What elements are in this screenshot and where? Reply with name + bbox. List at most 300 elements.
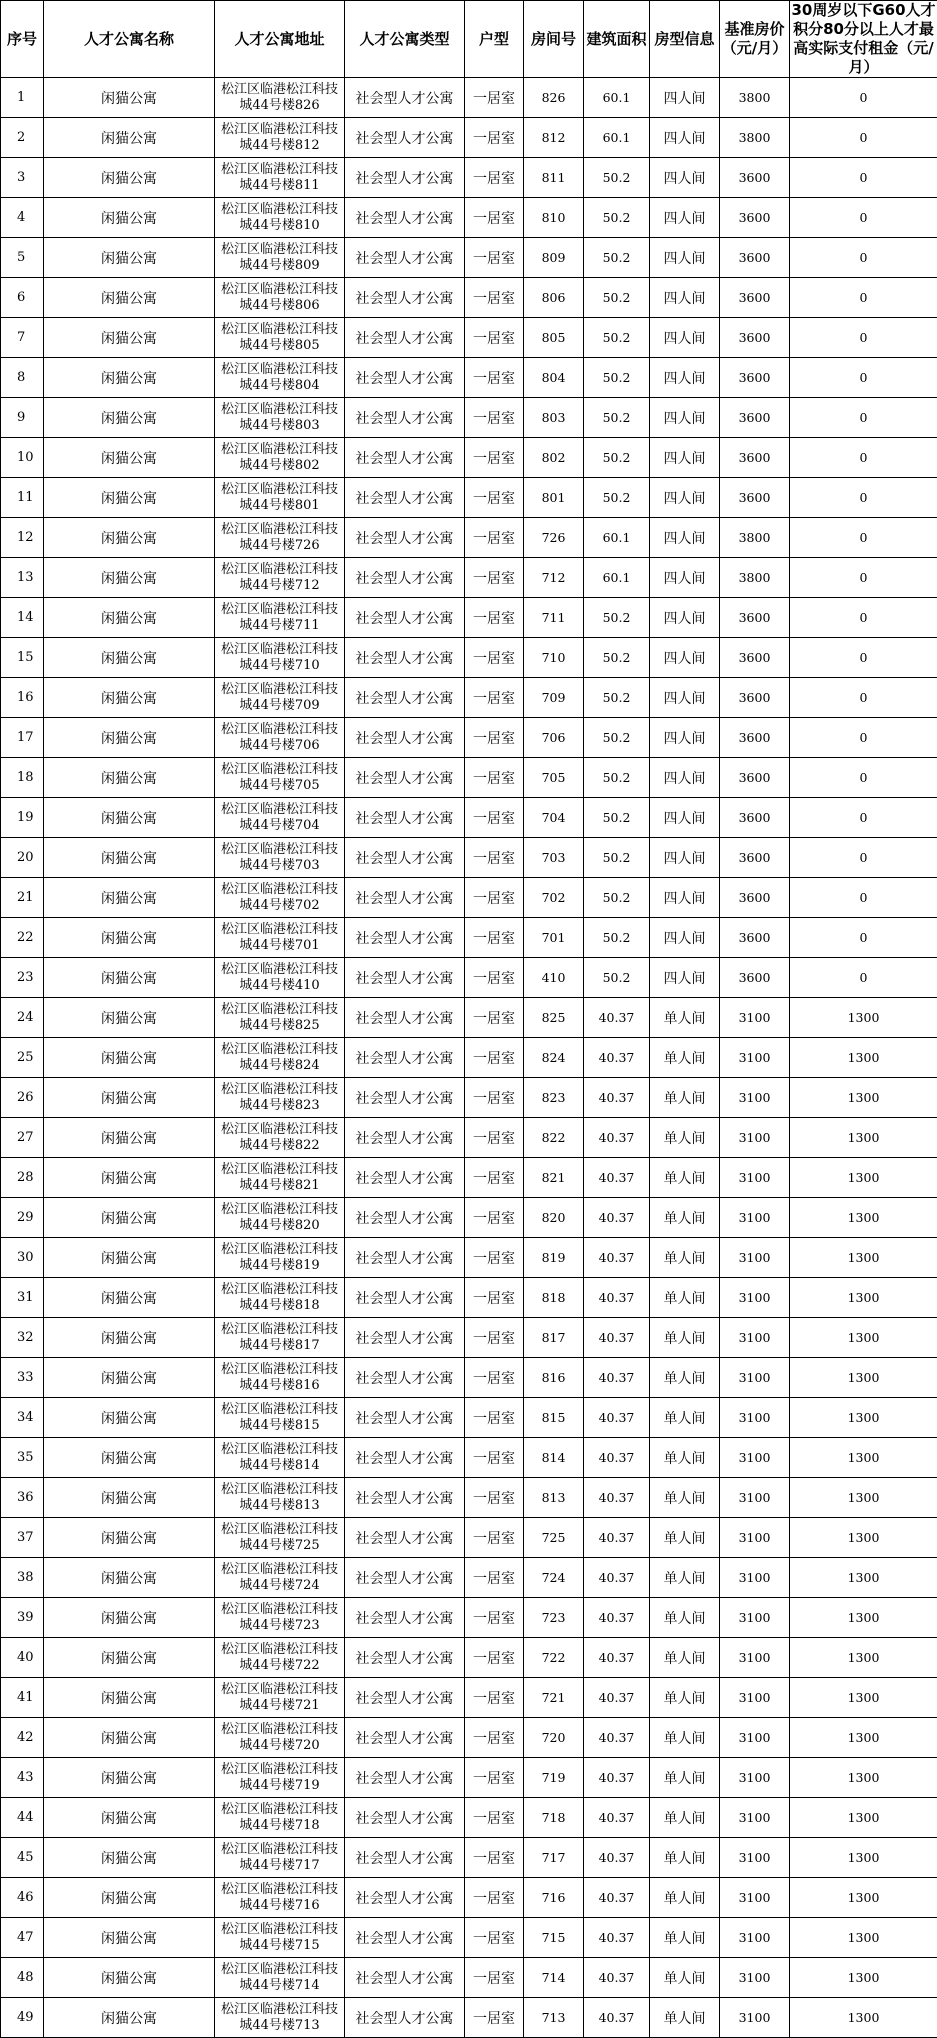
cell-max-actual-rent: 0	[790, 838, 937, 878]
cell-apartment-address: 松江区临港松江科技城44号楼410	[215, 958, 345, 998]
cell-index: 49	[1, 1998, 44, 2038]
cell-apartment-address: 松江区临港松江科技城44号楼823	[215, 1078, 345, 1118]
cell-floor-area: 40.37	[584, 1598, 650, 1638]
cell-unit-layout: 一居室	[465, 78, 524, 118]
cell-room-number: 815	[524, 1398, 584, 1438]
cell-base-rent: 3100	[720, 1878, 790, 1918]
cell-unit-layout: 一居室	[465, 1438, 524, 1478]
cell-max-actual-rent: 0	[790, 718, 937, 758]
cell-max-actual-rent: 1300	[790, 1958, 937, 1998]
cell-index: 14	[1, 598, 44, 638]
table-row	[1, 118, 937, 158]
cell-room-number: 715	[524, 1918, 584, 1958]
cell-apartment-type: 社会型人才公寓	[345, 278, 465, 318]
cell-apartment-name: 闲猫公寓	[44, 1598, 215, 1638]
cell-apartment-address: 松江区临港松江科技城44号楼812	[215, 118, 345, 158]
cell-room-info: 单人间	[650, 1758, 720, 1798]
table-row	[1, 1678, 937, 1718]
cell-index: 28	[1, 1158, 44, 1198]
cell-room-number: 720	[524, 1718, 584, 1758]
table-row	[1, 1318, 937, 1358]
cell-apartment-address: 松江区临港松江科技城44号楼724	[215, 1558, 345, 1598]
cell-apartment-name: 闲猫公寓	[44, 798, 215, 838]
cell-room-info: 四人间	[650, 318, 720, 358]
cell-base-rent: 3800	[720, 518, 790, 558]
cell-max-actual-rent: 1300	[790, 1598, 937, 1638]
cell-base-rent: 3100	[720, 1118, 790, 1158]
cell-unit-layout: 一居室	[465, 1478, 524, 1518]
cell-floor-area: 40.37	[584, 1718, 650, 1758]
cell-room-number: 823	[524, 1078, 584, 1118]
table-row	[1, 1158, 937, 1198]
cell-apartment-address: 松江区临港松江科技城44号楼723	[215, 1598, 345, 1638]
cell-max-actual-rent: 1300	[790, 1118, 937, 1158]
cell-unit-layout: 一居室	[465, 1718, 524, 1758]
cell-apartment-name: 闲猫公寓	[44, 1878, 215, 1918]
cell-floor-area: 60.1	[584, 558, 650, 598]
cell-apartment-name: 闲猫公寓	[44, 1958, 215, 1998]
table-row	[1, 478, 937, 518]
table-row	[1, 1238, 937, 1278]
cell-apartment-type: 社会型人才公寓	[345, 518, 465, 558]
cell-max-actual-rent: 0	[790, 558, 937, 598]
cell-index: 15	[1, 638, 44, 678]
cell-index: 23	[1, 958, 44, 998]
cell-max-actual-rent: 1300	[790, 1678, 937, 1718]
cell-apartment-type: 社会型人才公寓	[345, 678, 465, 718]
cell-apartment-name: 闲猫公寓	[44, 1278, 215, 1318]
cell-apartment-type: 社会型人才公寓	[345, 1238, 465, 1278]
table-row	[1, 318, 937, 358]
cell-base-rent: 3600	[720, 638, 790, 678]
cell-floor-area: 40.37	[584, 1558, 650, 1598]
cell-floor-area: 50.2	[584, 758, 650, 798]
table-row	[1, 678, 937, 718]
cell-floor-area: 40.37	[584, 1638, 650, 1678]
cell-room-info: 单人间	[650, 1638, 720, 1678]
table-row	[1, 958, 937, 998]
cell-floor-area: 50.2	[584, 478, 650, 518]
cell-max-actual-rent: 0	[790, 798, 937, 838]
cell-base-rent: 3600	[720, 318, 790, 358]
cell-apartment-name: 闲猫公寓	[44, 1998, 215, 2038]
header-unit-layout: 户型	[465, 1, 524, 78]
cell-unit-layout: 一居室	[465, 318, 524, 358]
cell-room-number: 721	[524, 1678, 584, 1718]
cell-floor-area: 50.2	[584, 598, 650, 638]
table-row	[1, 1758, 937, 1798]
cell-apartment-name: 闲猫公寓	[44, 1558, 215, 1598]
cell-max-actual-rent: 0	[790, 318, 937, 358]
cell-floor-area: 40.37	[584, 1798, 650, 1838]
cell-floor-area: 40.37	[584, 1838, 650, 1878]
cell-unit-layout: 一居室	[465, 598, 524, 638]
cell-apartment-name: 闲猫公寓	[44, 678, 215, 718]
cell-room-number: 824	[524, 1038, 584, 1078]
cell-base-rent: 3600	[720, 758, 790, 798]
cell-apartment-address: 松江区临港松江科技城44号楼717	[215, 1838, 345, 1878]
table-row	[1, 1918, 937, 1958]
cell-room-number: 725	[524, 1518, 584, 1558]
cell-floor-area: 40.37	[584, 998, 650, 1038]
cell-base-rent: 3100	[720, 1758, 790, 1798]
cell-room-number: 718	[524, 1798, 584, 1838]
cell-unit-layout: 一居室	[465, 1558, 524, 1598]
cell-apartment-type: 社会型人才公寓	[345, 1838, 465, 1878]
cell-unit-layout: 一居室	[465, 1838, 524, 1878]
cell-index: 12	[1, 518, 44, 558]
cell-apartment-type: 社会型人才公寓	[345, 1038, 465, 1078]
cell-unit-layout: 一居室	[465, 1158, 524, 1198]
cell-max-actual-rent: 1300	[790, 1798, 937, 1838]
cell-apartment-address: 松江区临港松江科技城44号楼709	[215, 678, 345, 718]
cell-base-rent: 3800	[720, 78, 790, 118]
cell-base-rent: 3600	[720, 918, 790, 958]
cell-apartment-type: 社会型人才公寓	[345, 1758, 465, 1798]
cell-floor-area: 60.1	[584, 78, 650, 118]
cell-room-number: 723	[524, 1598, 584, 1638]
cell-apartment-type: 社会型人才公寓	[345, 558, 465, 598]
cell-index: 4	[1, 198, 44, 238]
cell-room-number: 717	[524, 1838, 584, 1878]
cell-index: 42	[1, 1718, 44, 1758]
cell-unit-layout: 一居室	[465, 238, 524, 278]
cell-room-number: 821	[524, 1158, 584, 1198]
cell-floor-area: 50.2	[584, 358, 650, 398]
cell-room-number: 713	[524, 1998, 584, 2038]
table-row	[1, 1078, 937, 1118]
cell-room-info: 单人间	[650, 1558, 720, 1598]
table-row	[1, 1198, 937, 1238]
cell-unit-layout: 一居室	[465, 758, 524, 798]
table-row	[1, 1958, 937, 1998]
cell-unit-layout: 一居室	[465, 638, 524, 678]
cell-apartment-name: 闲猫公寓	[44, 838, 215, 878]
cell-unit-layout: 一居室	[465, 1678, 524, 1718]
cell-apartment-type: 社会型人才公寓	[345, 1638, 465, 1678]
cell-unit-layout: 一居室	[465, 1118, 524, 1158]
cell-apartment-name: 闲猫公寓	[44, 198, 215, 238]
cell-max-actual-rent: 1300	[790, 1998, 937, 2038]
table-row	[1, 1838, 937, 1878]
cell-index: 36	[1, 1478, 44, 1518]
cell-base-rent: 3600	[720, 238, 790, 278]
header-apartment-type: 人才公寓类型	[345, 1, 465, 78]
cell-apartment-name: 闲猫公寓	[44, 1438, 215, 1478]
cell-apartment-type: 社会型人才公寓	[345, 1678, 465, 1718]
cell-room-number: 802	[524, 438, 584, 478]
cell-apartment-address: 松江区临港松江科技城44号楼826	[215, 78, 345, 118]
cell-apartment-address: 松江区临港松江科技城44号楼726	[215, 518, 345, 558]
cell-room-number: 722	[524, 1638, 584, 1678]
cell-room-info: 四人间	[650, 78, 720, 118]
cell-unit-layout: 一居室	[465, 1518, 524, 1558]
cell-room-number: 711	[524, 598, 584, 638]
cell-room-info: 单人间	[650, 1798, 720, 1838]
cell-base-rent: 3100	[720, 1718, 790, 1758]
cell-apartment-address: 松江区临港松江科技城44号楼825	[215, 998, 345, 1038]
cell-unit-layout: 一居室	[465, 1998, 524, 2038]
cell-base-rent: 3600	[720, 158, 790, 198]
cell-room-info: 单人间	[650, 1158, 720, 1198]
table-row	[1, 638, 937, 678]
cell-floor-area: 40.37	[584, 1958, 650, 1998]
cell-base-rent: 3600	[720, 598, 790, 638]
cell-apartment-address: 松江区临港松江科技城44号楼810	[215, 198, 345, 238]
table-row	[1, 198, 937, 238]
cell-apartment-type: 社会型人才公寓	[345, 318, 465, 358]
cell-apartment-address: 松江区临港松江科技城44号楼821	[215, 1158, 345, 1198]
cell-unit-layout: 一居室	[465, 1278, 524, 1318]
cell-apartment-type: 社会型人才公寓	[345, 1398, 465, 1438]
cell-apartment-type: 社会型人才公寓	[345, 1558, 465, 1598]
cell-apartment-name: 闲猫公寓	[44, 1398, 215, 1438]
cell-room-number: 810	[524, 198, 584, 238]
cell-unit-layout: 一居室	[465, 1878, 524, 1918]
cell-unit-layout: 一居室	[465, 678, 524, 718]
cell-room-info: 四人间	[650, 838, 720, 878]
cell-index: 48	[1, 1958, 44, 1998]
cell-unit-layout: 一居室	[465, 878, 524, 918]
cell-apartment-type: 社会型人才公寓	[345, 358, 465, 398]
cell-room-number: 704	[524, 798, 584, 838]
cell-base-rent: 3600	[720, 958, 790, 998]
cell-unit-layout: 一居室	[465, 998, 524, 1038]
cell-index: 26	[1, 1078, 44, 1118]
cell-max-actual-rent: 0	[790, 398, 937, 438]
cell-apartment-type: 社会型人才公寓	[345, 1958, 465, 1998]
cell-max-actual-rent: 1300	[790, 998, 937, 1038]
cell-floor-area: 40.37	[584, 1278, 650, 1318]
table-row	[1, 518, 937, 558]
cell-apartment-name: 闲猫公寓	[44, 478, 215, 518]
cell-base-rent: 3100	[720, 1918, 790, 1958]
cell-base-rent: 3100	[720, 1838, 790, 1878]
cell-apartment-type: 社会型人才公寓	[345, 1798, 465, 1838]
cell-apartment-address: 松江区临港松江科技城44号楼710	[215, 638, 345, 678]
cell-apartment-name: 闲猫公寓	[44, 358, 215, 398]
cell-apartment-name: 闲猫公寓	[44, 1758, 215, 1798]
cell-apartment-name: 闲猫公寓	[44, 1638, 215, 1678]
header-row	[1, 1, 937, 78]
header-apartment-address: 人才公寓地址	[215, 1, 345, 78]
cell-floor-area: 50.2	[584, 198, 650, 238]
table-row	[1, 1518, 937, 1558]
cell-apartment-address: 松江区临港松江科技城44号楼806	[215, 278, 345, 318]
cell-index: 1	[1, 78, 44, 118]
cell-max-actual-rent: 0	[790, 758, 937, 798]
cell-room-info: 四人间	[650, 798, 720, 838]
cell-max-actual-rent: 1300	[790, 1518, 937, 1558]
cell-room-info: 四人间	[650, 198, 720, 238]
cell-room-number: 714	[524, 1958, 584, 1998]
cell-base-rent: 3600	[720, 358, 790, 398]
cell-unit-layout: 一居室	[465, 1198, 524, 1238]
cell-room-info: 四人间	[650, 158, 720, 198]
cell-room-info: 单人间	[650, 1718, 720, 1758]
cell-room-info: 四人间	[650, 678, 720, 718]
cell-floor-area: 40.37	[584, 1478, 650, 1518]
cell-room-number: 814	[524, 1438, 584, 1478]
cell-base-rent: 3600	[720, 678, 790, 718]
table-row	[1, 1638, 937, 1678]
cell-apartment-type: 社会型人才公寓	[345, 718, 465, 758]
cell-apartment-type: 社会型人才公寓	[345, 838, 465, 878]
cell-unit-layout: 一居室	[465, 1358, 524, 1398]
cell-room-info: 单人间	[650, 998, 720, 1038]
cell-room-number: 809	[524, 238, 584, 278]
cell-max-actual-rent: 1300	[790, 1278, 937, 1318]
cell-floor-area: 40.37	[584, 1518, 650, 1558]
cell-base-rent: 3800	[720, 118, 790, 158]
cell-apartment-type: 社会型人才公寓	[345, 1198, 465, 1238]
cell-apartment-address: 松江区临港松江科技城44号楼714	[215, 1958, 345, 1998]
cell-floor-area: 40.37	[584, 1678, 650, 1718]
cell-apartment-type: 社会型人才公寓	[345, 1998, 465, 2038]
cell-apartment-address: 松江区临港松江科技城44号楼715	[215, 1918, 345, 1958]
cell-unit-layout: 一居室	[465, 1078, 524, 1118]
table-row	[1, 1558, 937, 1598]
table-row	[1, 1718, 937, 1758]
table-row	[1, 1598, 937, 1638]
cell-apartment-name: 闲猫公寓	[44, 1238, 215, 1278]
cell-base-rent: 3600	[720, 278, 790, 318]
cell-apartment-address: 松江区临港松江科技城44号楼817	[215, 1318, 345, 1358]
cell-apartment-type: 社会型人才公寓	[345, 1318, 465, 1358]
cell-apartment-name: 闲猫公寓	[44, 118, 215, 158]
cell-index: 24	[1, 998, 44, 1038]
table-row	[1, 878, 937, 918]
cell-max-actual-rent: 1300	[790, 1758, 937, 1798]
cell-base-rent: 3100	[720, 1318, 790, 1358]
cell-floor-area: 50.2	[584, 838, 650, 878]
cell-floor-area: 50.2	[584, 438, 650, 478]
cell-base-rent: 3100	[720, 1518, 790, 1558]
header-base-rent: 基准房价（元/月）	[720, 1, 790, 78]
cell-apartment-address: 松江区临港松江科技城44号楼713	[215, 1998, 345, 2038]
cell-apartment-address: 松江区临港松江科技城44号楼816	[215, 1358, 345, 1398]
cell-apartment-address: 松江区临港松江科技城44号楼819	[215, 1238, 345, 1278]
table-row	[1, 1038, 937, 1078]
cell-apartment-name: 闲猫公寓	[44, 1838, 215, 1878]
cell-room-info: 四人间	[650, 638, 720, 678]
cell-index: 6	[1, 278, 44, 318]
cell-index: 3	[1, 158, 44, 198]
cell-room-info: 四人间	[650, 598, 720, 638]
cell-apartment-name: 闲猫公寓	[44, 238, 215, 278]
cell-apartment-address: 松江区临港松江科技城44号楼702	[215, 878, 345, 918]
cell-apartment-type: 社会型人才公寓	[345, 118, 465, 158]
cell-max-actual-rent: 0	[790, 238, 937, 278]
cell-index: 40	[1, 1638, 44, 1678]
cell-apartment-address: 松江区临港松江科技城44号楼815	[215, 1398, 345, 1438]
cell-apartment-type: 社会型人才公寓	[345, 758, 465, 798]
cell-apartment-name: 闲猫公寓	[44, 718, 215, 758]
cell-room-info: 单人间	[650, 1198, 720, 1238]
table-row	[1, 798, 937, 838]
cell-floor-area: 50.2	[584, 718, 650, 758]
cell-base-rent: 3600	[720, 718, 790, 758]
cell-apartment-name: 闲猫公寓	[44, 1198, 215, 1238]
cell-room-info: 单人间	[650, 1438, 720, 1478]
cell-room-info: 单人间	[650, 1358, 720, 1398]
cell-room-info: 单人间	[650, 1878, 720, 1918]
cell-index: 32	[1, 1318, 44, 1358]
cell-room-number: 811	[524, 158, 584, 198]
cell-index: 19	[1, 798, 44, 838]
table-row	[1, 1118, 937, 1158]
cell-room-info: 四人间	[650, 478, 720, 518]
cell-apartment-name: 闲猫公寓	[44, 78, 215, 118]
cell-index: 27	[1, 1118, 44, 1158]
table-body	[1, 78, 937, 2038]
cell-floor-area: 40.37	[584, 1078, 650, 1118]
cell-max-actual-rent: 1300	[790, 1438, 937, 1478]
cell-apartment-name: 闲猫公寓	[44, 558, 215, 598]
table-row	[1, 1478, 937, 1518]
cell-unit-layout: 一居室	[465, 1758, 524, 1798]
cell-room-number: 805	[524, 318, 584, 358]
cell-base-rent: 3600	[720, 838, 790, 878]
cell-apartment-type: 社会型人才公寓	[345, 1438, 465, 1478]
cell-room-info: 四人间	[650, 118, 720, 158]
cell-room-number: 705	[524, 758, 584, 798]
table-row	[1, 1798, 937, 1838]
cell-apartment-name: 闲猫公寓	[44, 518, 215, 558]
cell-index: 7	[1, 318, 44, 358]
cell-max-actual-rent: 1300	[790, 1198, 937, 1238]
cell-room-info: 四人间	[650, 438, 720, 478]
cell-floor-area: 40.37	[584, 1318, 650, 1358]
cell-floor-area: 40.37	[584, 1878, 650, 1918]
cell-apartment-type: 社会型人才公寓	[345, 1118, 465, 1158]
cell-apartment-type: 社会型人才公寓	[345, 478, 465, 518]
cell-floor-area: 50.2	[584, 638, 650, 678]
cell-apartment-name: 闲猫公寓	[44, 1038, 215, 1078]
cell-index: 18	[1, 758, 44, 798]
table-row	[1, 998, 937, 1038]
cell-max-actual-rent: 0	[790, 958, 937, 998]
cell-apartment-address: 松江区临港松江科技城44号楼822	[215, 1118, 345, 1158]
cell-apartment-name: 闲猫公寓	[44, 1358, 215, 1398]
cell-max-actual-rent: 1300	[790, 1718, 937, 1758]
cell-base-rent: 3600	[720, 798, 790, 838]
header-apartment-name: 人才公寓名称	[44, 1, 215, 78]
cell-apartment-name: 闲猫公寓	[44, 598, 215, 638]
cell-apartment-name: 闲猫公寓	[44, 158, 215, 198]
cell-apartment-type: 社会型人才公寓	[345, 1878, 465, 1918]
table-row	[1, 158, 937, 198]
cell-room-number: 806	[524, 278, 584, 318]
cell-floor-area: 50.2	[584, 238, 650, 278]
cell-room-number: 726	[524, 518, 584, 558]
cell-room-number: 719	[524, 1758, 584, 1798]
cell-index: 17	[1, 718, 44, 758]
cell-index: 30	[1, 1238, 44, 1278]
cell-index: 25	[1, 1038, 44, 1078]
cell-room-number: 812	[524, 118, 584, 158]
cell-room-info: 四人间	[650, 358, 720, 398]
cell-max-actual-rent: 0	[790, 598, 937, 638]
cell-apartment-type: 社会型人才公寓	[345, 1278, 465, 1318]
cell-unit-layout: 一居室	[465, 838, 524, 878]
cell-base-rent: 3600	[720, 878, 790, 918]
cell-unit-layout: 一居室	[465, 158, 524, 198]
header-room-info: 房型信息	[650, 1, 720, 78]
cell-room-info: 四人间	[650, 238, 720, 278]
cell-apartment-type: 社会型人才公寓	[345, 1518, 465, 1558]
cell-unit-layout: 一居室	[465, 478, 524, 518]
